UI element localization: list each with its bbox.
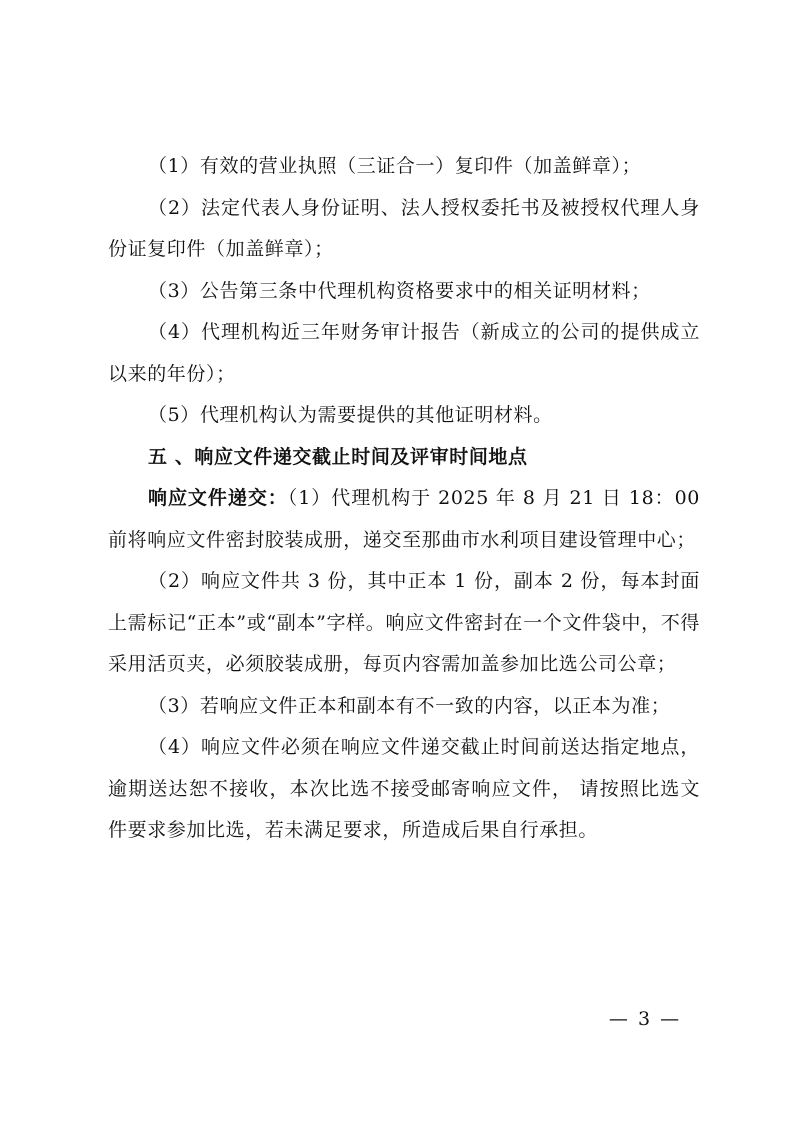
section-heading: 五 、响应文件递交截止时间及评审时间地点 xyxy=(148,445,528,468)
list-item-qualification-materials: （3）公告第三条中代理机构资格要求中的相关证明材料； xyxy=(148,279,651,302)
submission-text: （1）代理机构于 2025 年 8 月 21 日 18：00 前将响应文件密封胶装成册，递交至那曲市水利项目建设管理中心； xyxy=(108,487,700,551)
list-item-deadline: （4）响应文件必须在响应文件递交截止时间前送达指定地点，逾期送达恕不接收，本次比选不接受邮寄响应文件， 请按照比选文件要求参加比选，若未满足要求，所造成后果自行承担。 xyxy=(108,736,700,841)
submission-paragraph xyxy=(108,478,700,561)
list-item-inconsistency: （3）若响应文件正本和副本有不一致的内容，以正本为准； xyxy=(148,694,671,717)
list-item-legal-representative: （2）法定代表人身份证明、法人授权委托书及被授权代理人身份证复印件（加盖鲜章）； xyxy=(108,196,700,260)
list-item-business-license: （1）有效的营业执照（三证合一）复印件（加盖鲜章）； xyxy=(148,155,642,177)
list-item-audit-report: （4）代理机构近三年财务审计报告（新成立的公司的提供成立以来的年份）； xyxy=(108,321,700,385)
list-item-other-materials: （5）代理机构认为需要提供的其他证明材料。 xyxy=(148,404,553,426)
document-body xyxy=(108,146,700,852)
page-number: — 3 — xyxy=(608,1008,682,1030)
list-item-copies: （2）响应文件共 3 份，其中正本 1 份，副本 2 份，每本封面上需标记“正本”或“副本”字样。响应文件密封在一个文件袋中，不得采用活页夹，必须胶装成册，每页内容需加盖参加比选公司公章； xyxy=(108,570,700,675)
submission-lead: 响应文件递交： xyxy=(148,487,288,509)
